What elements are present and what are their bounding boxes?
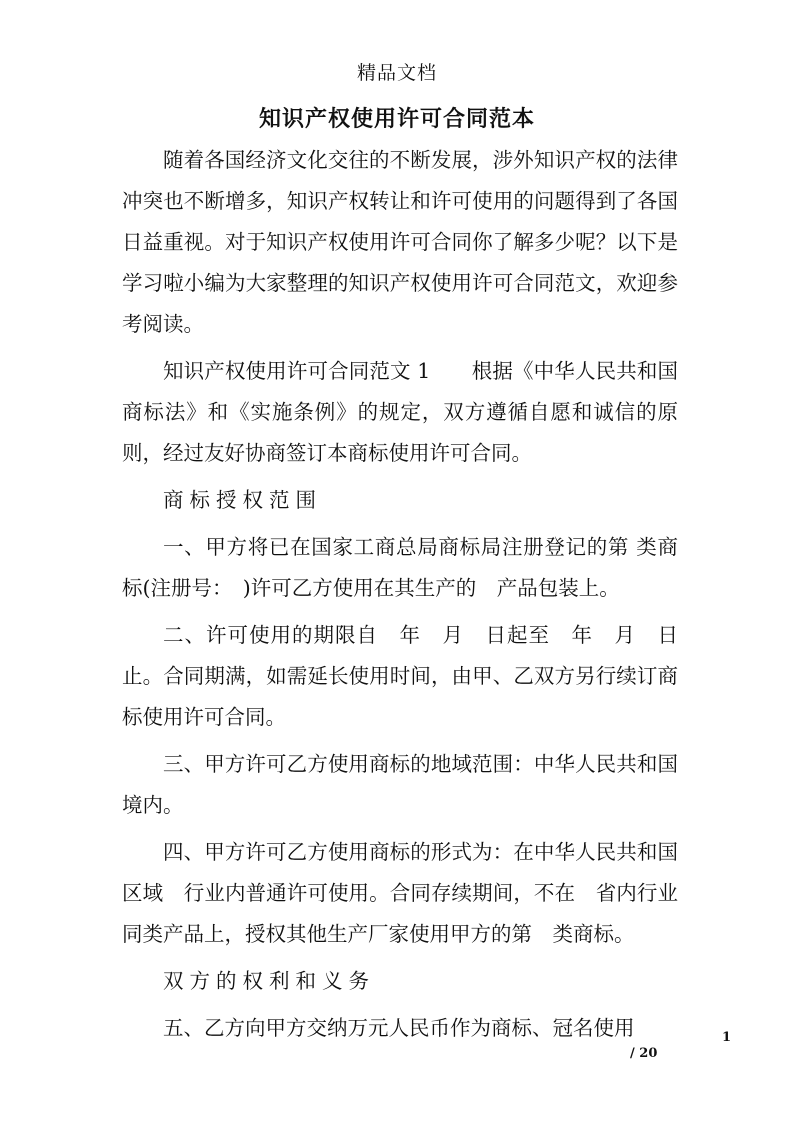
document-title: 知识产权使用许可合同范本	[258, 106, 535, 132]
document-header: 精品文档	[356, 62, 437, 84]
clause-3: 三、甲方许可乙方使用商标的地域范围：中华人民共和国境内。	[122, 752, 678, 817]
sample-intro-paragraph: 知识产权使用许可合同范文 1 根据《中华人民共和国商标法》和《实施条例》的规定，双方遵循自愿和诚信的原则，经过友好协商签订本商标使用许可合同。	[122, 359, 678, 465]
section-heading-scope: 商标授权范围	[163, 488, 322, 512]
document-body	[122, 140, 678, 1055]
page-total: / 20	[630, 1046, 658, 1061]
section-heading-rights: 双方的权利和义务	[163, 969, 375, 993]
clause-5: 五、乙方向甲方交纳万元人民币作为商标、冠名使用	[163, 1016, 635, 1040]
clause-2: 二、许可使用的期限自 年 月 日起至 年 月 日止。合同期满，如需延长使用时间，由甲、乙双方另行续订商标使用许可合同。	[122, 623, 678, 729]
clause-1: 一、甲方将已在国家工商总局商标局注册登记的第 类商标(注册号： )许可乙方使用在其生产的 产品包装上。	[122, 535, 678, 600]
page-number: 1	[722, 1030, 732, 1045]
clause-4: 四、甲方许可乙方使用商标的形式为：在中华人民共和国区域 行业内普通许可使用。合同存续期间，不在 省内行业同类产品上，授权其他生产厂家使用甲方的第 类商标。	[122, 840, 678, 946]
intro-paragraph: 随着各国经济文化交往的不断发展，涉外知识产权的法律冲突也不断增多，知识产权转让和许可使用的问题得到了各国日益重视。对于知识产权使用许可合同你了解多少呢？以下是学习啦小编为大家整理的知识产权使用许可合同范文，欢迎参考阅读。	[122, 148, 678, 336]
